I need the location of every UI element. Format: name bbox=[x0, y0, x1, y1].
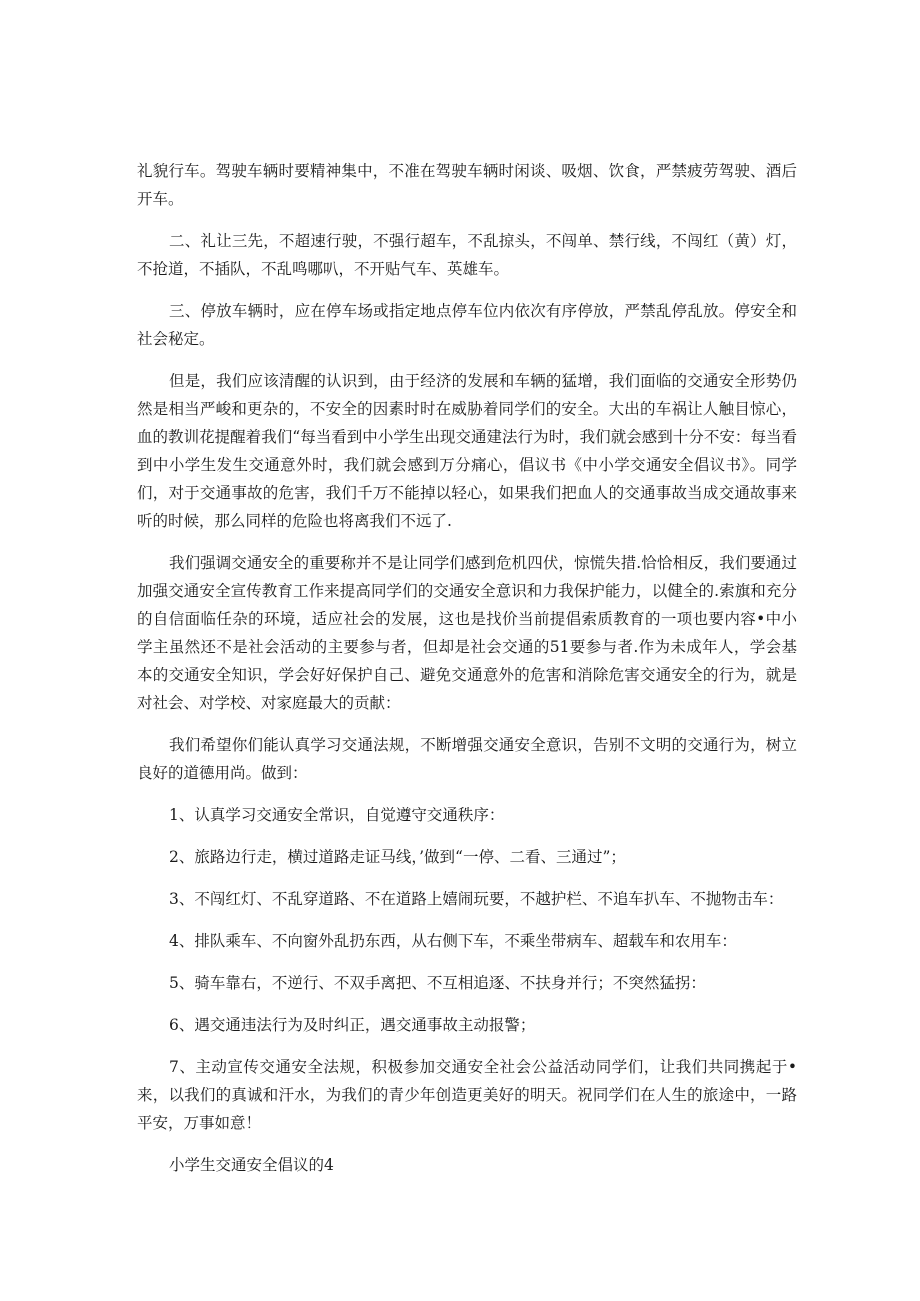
paragraph-item-three: 三、停放车辆时，应在停车场或指定地点停车位内依次有序停放，严禁乱停乱放。停安全和社会秘定。 bbox=[137, 302, 797, 348]
paragraph-situation: 但是，我们应该清醒的认识到，由于经济的发展和车辆的猛增，我们面临的交通安全形势仍然是相当严峻和更杂的，不安全的因素时时在威胁着同学们的安全。大出的车祸让人触目惊心，血的教训花提醒着我们“每当看到中小学生出现交通建法行为时，我们就会感到十分不安：每当看到中小学生发生交通意外时，我们就会感到万分痛心，倡议书《中小学交通安全倡议书》。同学们，对于交通事故的危害，我们千万不能掉以轻心，如果我们把血人的交通事故当成交通故事来听的时候，那么同样的危险也将离我们不远了. bbox=[137, 372, 797, 530]
section-heading: 小学生交通安全倡议的4 bbox=[169, 1156, 334, 1174]
paragraph-hope: 我们希望你们能认真学习交通法规，不断增强交通安全意识，告别不文明的交通行为，树立良好的道德用尚。做到： bbox=[137, 736, 797, 782]
document-page bbox=[137, 157, 797, 1179]
paragraph-importance: 我们强调交通安全的重要称并不是让同学们感到危机四伏，惊慌失措.恰恰相反，我们要通过加强交通安全宣传教育工作来提高同学们的交通安全意识和力我保护能力，以健全的.索旗和充分的自信面临任杂的环境，适应社会的发展，这也是找价当前提倡索质教育的一项也要内容•中小学主虽然还不是社会活动的主要参与者，但却是社会交通的51要参与者.作为未成年人，学会基本的交通安全知识，学会好好保护自己、避免交通意外的危害和消除危害交通安全的行为，就是对社会、对学校、对家庭最大的贡献： bbox=[137, 554, 797, 712]
list-item-7: 7、主动宣传交通安全法规，积极参加交通安全社会公益活动同学们，让我们共同携起于•来，以我们的真诚和汗水，为我们的青少年创造更美好的明天。祝同学们在人生的旅途中，一路平安，万事如意！ bbox=[137, 1058, 797, 1132]
list-item-5: 5、骑车靠右，不逆行、不双手离把、不互相追逐、不扶身并行；不突然猛拐： bbox=[169, 974, 706, 992]
list-item-1: 1、认真学习交通安全常识，自觉遵守交通秩序： bbox=[169, 806, 505, 824]
list-item-3: 3、不闯红灯、不乱穿道路、不在道路上嬉闹玩要，不越护栏、不追车扒车、不抛物击车： bbox=[169, 890, 784, 908]
list-item-4: 4、排队乘车、不向窗外乱扔东西，从右侧下车，不乘坐带病车、超载车和农用车： bbox=[169, 932, 737, 950]
list-item-2: 2、旅路边行走，横过道路走证马线，’做到“一停、二看、三通过”； bbox=[169, 848, 626, 866]
list-item-6: 6、遇交通违法行为及时纠正，遇交通事故主动报警； bbox=[169, 1016, 536, 1034]
paragraph-item-two: 二、礼让三先，不超速行驶，不强行超车，不乱掠头，不闯单、禁行线，不闯红（黄）灯，不抢道，不插队，不乱鸣哪叭，不开贴气车、英雄车。 bbox=[137, 232, 797, 278]
paragraph-courteous-driving: 礼貌行车。驾驶车辆时要精神集中，不准在驾驶车辆时闲谈、吸烟、饮食，严禁疲劳驾驶、酒后开车。 bbox=[137, 162, 797, 208]
